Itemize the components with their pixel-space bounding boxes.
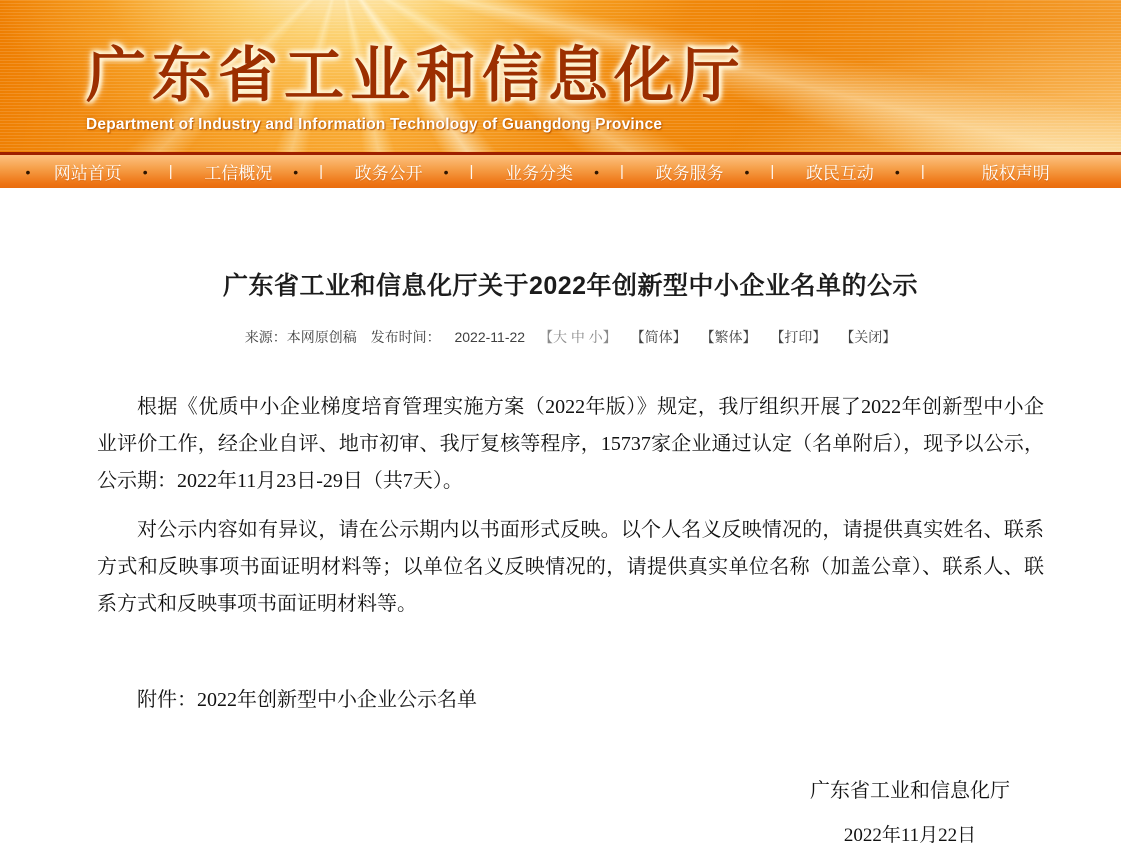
pipe-separator: | [168,163,173,180]
site-banner [0,0,1121,152]
bullet-icon: • [293,163,299,180]
simplified-button[interactable]: 【简体】 [630,329,687,345]
font-size-controls[interactable]: 【大 中 小】 [538,329,617,345]
nav-lead-bullet-icon: • [25,163,31,180]
nav-cell [489,159,639,184]
nav-item-interaction[interactable]: 政民互动 [805,164,874,183]
main-nav [0,152,1121,188]
meta-source: 来源：本网原创稿 [244,329,357,345]
nav-cell [640,159,790,184]
bullet-icon: • [142,163,148,180]
traditional-button[interactable]: 【繁体】 [700,329,757,345]
attachment-link[interactable]: 2022年创新型中小企业公示名单 [197,689,477,711]
signature-org: 广东省工业和信息化厅 [810,780,1010,802]
bullet-icon: • [744,163,750,180]
site-title-cn: 广东省工业和信息化厅 [86,42,746,109]
nav-item-copyright[interactable]: 版权声明 [981,164,1050,183]
bullet-icon: • [594,163,599,180]
pipe-separator: | [619,163,624,180]
nav-cell [38,159,188,184]
nav-item-overview[interactable]: 工信概况 [204,164,273,183]
article [0,266,1121,847]
pipe-separator: | [319,163,324,180]
article-meta [97,327,1044,347]
nav-item-gov-affairs[interactable]: 政务公开 [354,164,423,183]
print-button[interactable]: 【打印】 [770,329,827,345]
attachment-line [97,685,1044,715]
pipe-separator: | [469,163,474,180]
paragraph-2: 对公示内容如有异议，请在公示期内以书面形式反映。以个人名义反映情况的，请提供真实姓名、联系方式和反映事项书面证明材料等；以单位名义反映情况的，请提供真实单位名称（加盖公章）、联系人、联系方式和反映事项书面证明材料等。 [97,519,1044,615]
article-body [97,389,1044,847]
signature-block [810,779,1010,847]
pipe-separator: | [770,163,775,180]
nav-item-home[interactable]: 网站首页 [53,164,122,183]
signature-date: 2022年11月22日 [843,825,977,846]
nav-cell [941,159,1091,184]
paragraph-1: 根据《优质中小企业梯度培育管理实施方案（2022年版）》规定，我厅组织开展了2022年创新型中小企业评价工作，经企业自评、地市初审、我厅复核等程序，15737家企业通过认定（名单附后），现予以公示，公示期：2022年11月23日-29日（共7天）。 [97,396,1044,492]
nav-list [38,159,1121,184]
nav-item-services[interactable]: 政务服务 [655,164,724,183]
bullet-icon: • [443,163,449,180]
meta-publish-label: 发布时间： [370,329,441,345]
pipe-separator: | [920,163,925,180]
attachment-label: 附件： [137,689,197,711]
nav-cell [790,159,940,184]
nav-cell [339,159,489,184]
nav-item-business[interactable]: 业务分类 [505,164,574,183]
bullet-icon: • [894,163,900,180]
nav-cell [188,159,338,184]
article-title: 广东省工业和信息化厅关于2022年创新型中小企业名单的公示 [222,272,919,300]
meta-publish-date: 2022-11-22 [454,329,526,345]
site-title-en: Department of Industry and Information Technology of Guangdong Province [86,116,663,133]
site-banner-text [86,40,746,134]
close-button[interactable]: 【关闭】 [840,329,897,345]
